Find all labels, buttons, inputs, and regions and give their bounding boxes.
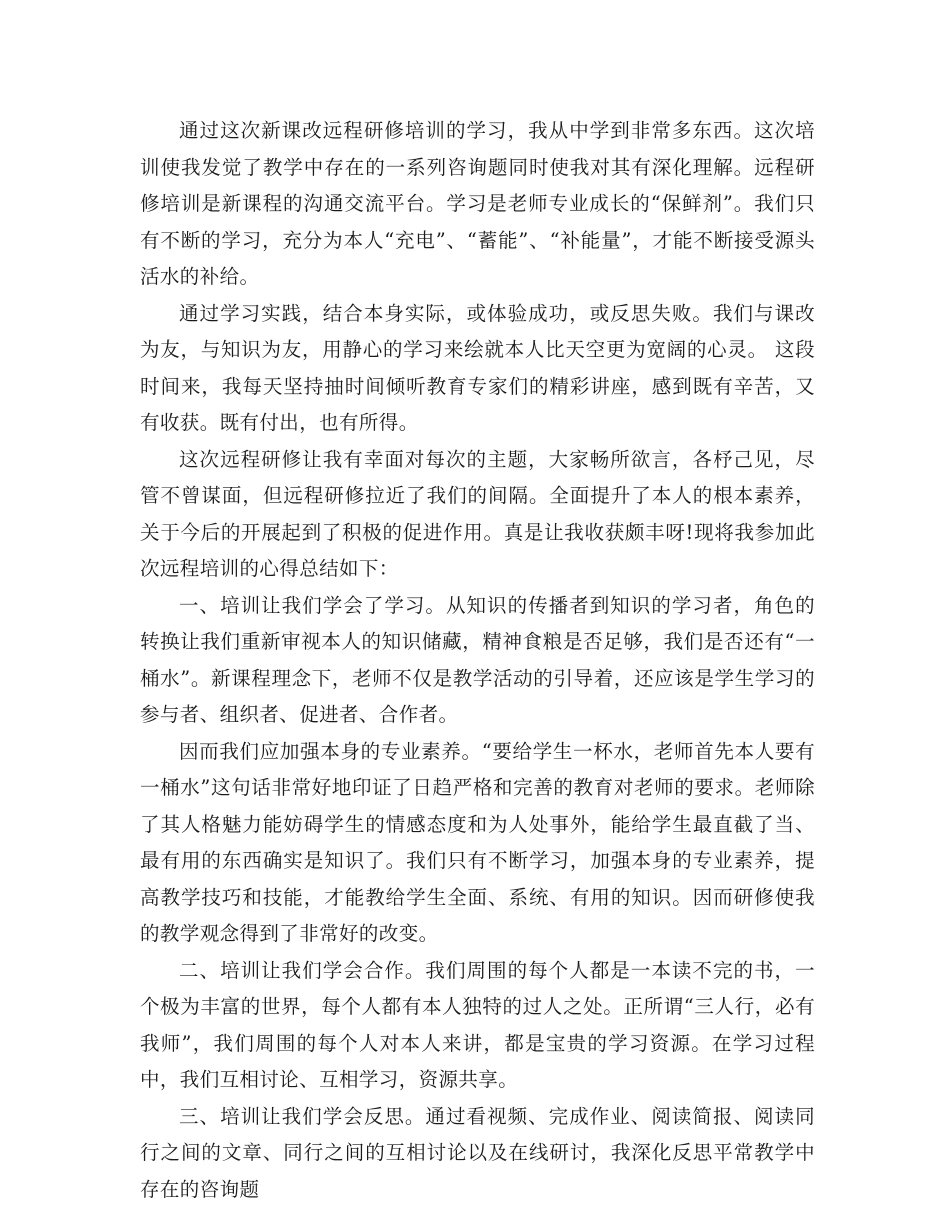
- document-body: [140, 113, 815, 1208]
- paragraph-4: 一、培训让我们学会了学习。从知识的传播者到知识的学习者，角色的转换让我们重新审视本人的知识储藏，精神食粮是否足够，我们是否还有“一桶水”。新课程理念下，老师不仅是教学活动的引导着，还应该是学生学习的参与者、组织者、促进者、合作者。: [140, 593, 815, 726]
- paragraph-7: 三、培训让我们学会反思。通过看视频、完成作业、阅读简报、阅读同行之间的文章、同行之间的互相讨论以及在线研讨，我深化反思平常教学中存在的咨询题: [140, 1104, 815, 1201]
- paragraph-2: 通过学习实践，结合本身实际，或体验成功，或反思失败。我们与课改为友，与知识为友，用静心的学习来绘就本人比天空更为宽阔的心灵。 这段时间来，我每天坚持抽时间倾听教育专家们的精彩讲座，感到既有辛苦，又有收获。既有付出，也有所得。: [140, 301, 815, 434]
- paragraph-6: 二、培训让我们学会合作。我们周围的每个人都是一本读不完的书，一个极为丰富的世界，每个人都有本人独特的过人之处。正所谓“三人行，必有我师”，我们周围的每个人对本人来讲，都是宝贵的学习资源。在学习过程中，我们互相讨论、互相学习，资源共享。: [140, 958, 815, 1091]
- paragraph-1: 通过这次新课改远程研修培训的学习，我从中学到非常多东西。这次培训使我发觉了教学中存在的一系列咨询题同时使我对其有深化理解。远程研修培训是新课程的沟通交流平台。学习是老师专业成长的“保鲜剂”。我们只有不断的学习，充分为本人“充电”、“蓄能”、“补能量”，才能不断接受源头活水的补给。: [140, 119, 815, 288]
- paragraph-5: 因而我们应加强本身的专业素养。“要给学生一杯水，老师首先本人要有一桶水”这句话非常好地印证了日趋严格和完善的教育对老师的要求。老师除了其人格魅力能妨碍学生的情感态度和为人处事外，能给学生最直截了当、最有用的东西确实是知识了。我们只有不断学习，加强本身的专业素养，提高教学技巧和技能，才能教给学生全面、系统、有用的知识。因而研修使我的教学观念得到了非常好的改变。: [140, 739, 815, 945]
- paragraph-3: 这次远程研修让我有幸面对每次的主题，大家畅所欲言，各杼己见，尽管不曾谋面，但远程研修拉近了我们的间隔。全面提升了本人的根本素养，关于今后的开展起到了积极的促进作用。真是让我收获颇丰呀!现将我参加此次远程培训的心得总结如下：: [140, 447, 815, 580]
